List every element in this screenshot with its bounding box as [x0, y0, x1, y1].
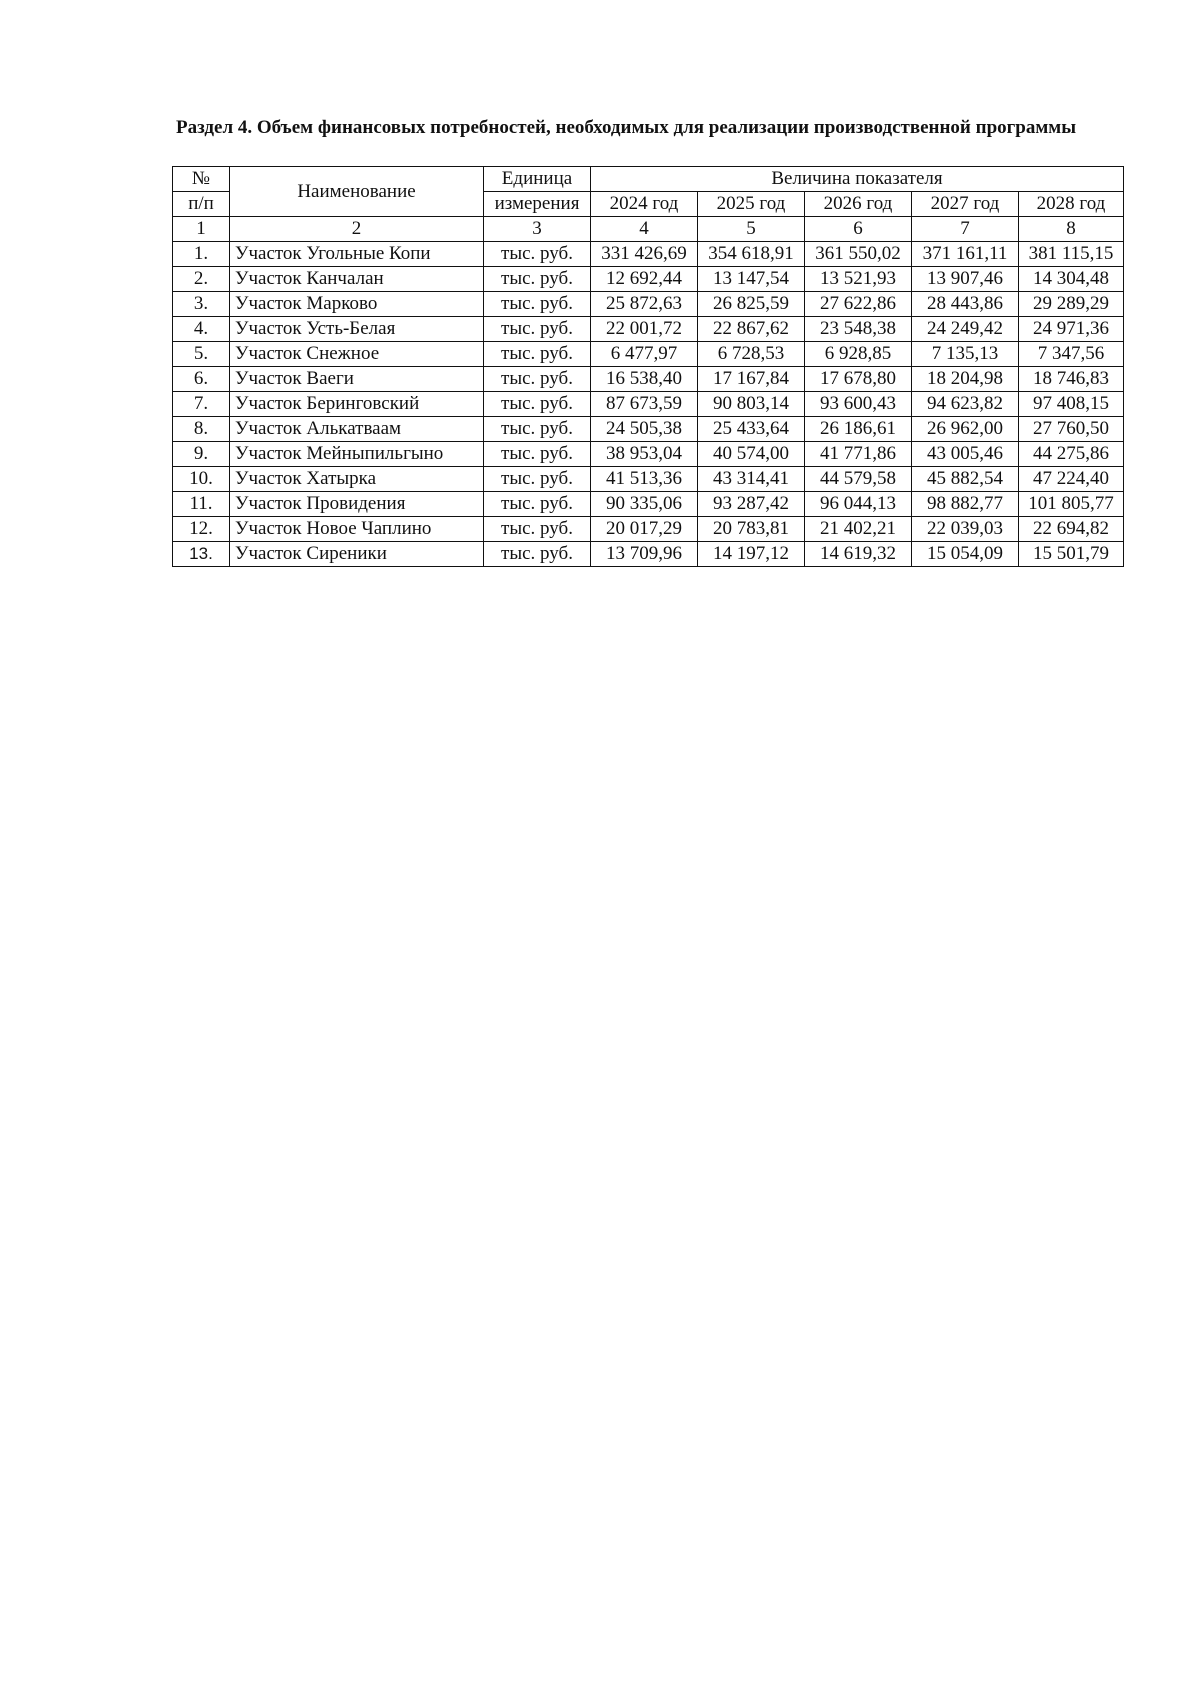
column-index: 8 [1019, 217, 1124, 242]
section-title: Раздел 4. Объем финансовых потребностей, необходимых для реализации производственной программы [176, 117, 1077, 138]
row-name: Участок Усть-Белая [230, 317, 484, 342]
row-value: 15 054,09 [912, 542, 1019, 567]
row-number: 3. [173, 292, 230, 317]
row-value: 7 135,13 [912, 342, 1019, 367]
row-value: 23 548,38 [805, 317, 912, 342]
row-unit: тыс. руб. [484, 267, 591, 292]
row-value: 14 197,12 [698, 542, 805, 567]
row-value: 27 622,86 [805, 292, 912, 317]
row-unit: тыс. руб. [484, 442, 591, 467]
row-number: 2. [173, 267, 230, 292]
table-row [173, 517, 1124, 542]
row-number: 8. [173, 417, 230, 442]
row-number: 5. [173, 342, 230, 367]
table-row [173, 492, 1124, 517]
row-unit: тыс. руб. [484, 542, 591, 567]
row-value: 87 673,59 [591, 392, 698, 417]
column-index: 2 [230, 217, 484, 242]
row-value: 16 538,40 [591, 367, 698, 392]
row-value: 20 017,29 [591, 517, 698, 542]
row-value: 44 275,86 [1019, 442, 1124, 467]
row-name: Участок Марково [230, 292, 484, 317]
row-unit: тыс. руб. [484, 292, 591, 317]
row-value: 98 882,77 [912, 492, 1019, 517]
row-name: Участок Угольные Копи [230, 242, 484, 267]
row-value: 28 443,86 [912, 292, 1019, 317]
row-name: Участок Снежное [230, 342, 484, 367]
row-unit: тыс. руб. [484, 392, 591, 417]
header-year: 2025 год [698, 192, 805, 217]
row-value: 97 408,15 [1019, 392, 1124, 417]
row-value: 22 867,62 [698, 317, 805, 342]
table-row [173, 367, 1124, 392]
table-row [173, 242, 1124, 267]
row-number: 9. [173, 442, 230, 467]
column-index: 6 [805, 217, 912, 242]
row-name: Участок Сиреники [230, 542, 484, 567]
header-name: Наименование [230, 167, 484, 217]
row-value: 24 505,38 [591, 417, 698, 442]
row-value: 93 287,42 [698, 492, 805, 517]
row-unit: тыс. руб. [484, 517, 591, 542]
row-number: 4. [173, 317, 230, 342]
row-value: 41 513,36 [591, 467, 698, 492]
row-value: 17 167,84 [698, 367, 805, 392]
row-unit: тыс. руб. [484, 317, 591, 342]
row-name: Участок Новое Чаплино [230, 517, 484, 542]
row-value: 361 550,02 [805, 242, 912, 267]
row-value: 27 760,50 [1019, 417, 1124, 442]
row-value: 43 314,41 [698, 467, 805, 492]
column-index: 3 [484, 217, 591, 242]
row-unit: тыс. руб. [484, 467, 591, 492]
column-index: 7 [912, 217, 1019, 242]
row-name: Участок Алькатваам [230, 417, 484, 442]
row-value: 354 618,91 [698, 242, 805, 267]
row-value: 25 433,64 [698, 417, 805, 442]
header-unit-line2: измерения [484, 192, 591, 217]
row-value: 14 619,32 [805, 542, 912, 567]
table-row [173, 392, 1124, 417]
row-number: 6. [173, 367, 230, 392]
table-row [173, 342, 1124, 367]
row-value: 26 825,59 [698, 292, 805, 317]
row-value: 381 115,15 [1019, 242, 1124, 267]
row-name: Участок Беринговский [230, 392, 484, 417]
row-value: 12 692,44 [591, 267, 698, 292]
row-value: 22 039,03 [912, 517, 1019, 542]
table-row [173, 542, 1124, 567]
row-value: 371 161,11 [912, 242, 1019, 267]
row-value: 38 953,04 [591, 442, 698, 467]
row-value: 6 928,85 [805, 342, 912, 367]
row-value: 22 001,72 [591, 317, 698, 342]
financial-needs-table [172, 166, 1124, 567]
row-name: Участок Мейныпильгыно [230, 442, 484, 467]
row-number: 7. [173, 392, 230, 417]
row-number: 13. [173, 542, 230, 567]
row-name: Участок Провидения [230, 492, 484, 517]
row-value: 40 574,00 [698, 442, 805, 467]
row-value: 13 709,96 [591, 542, 698, 567]
header-value-group: Величина показателя [591, 167, 1124, 192]
row-value: 47 224,40 [1019, 467, 1124, 492]
row-unit: тыс. руб. [484, 242, 591, 267]
column-index: 4 [591, 217, 698, 242]
row-value: 101 805,77 [1019, 492, 1124, 517]
row-value: 17 678,80 [805, 367, 912, 392]
header-num-line1: № [173, 167, 230, 192]
row-value: 13 147,54 [698, 267, 805, 292]
row-value: 6 477,97 [591, 342, 698, 367]
row-number: 11. [173, 492, 230, 517]
row-value: 18 204,98 [912, 367, 1019, 392]
row-value: 13 907,46 [912, 267, 1019, 292]
row-value: 93 600,43 [805, 392, 912, 417]
row-unit: тыс. руб. [484, 492, 591, 517]
row-value: 6 728,53 [698, 342, 805, 367]
header-num-line2: п/п [173, 192, 230, 217]
table-row [173, 442, 1124, 467]
row-name: Участок Хатырка [230, 467, 484, 492]
row-name: Участок Канчалан [230, 267, 484, 292]
header-year: 2026 год [805, 192, 912, 217]
header-row-1 [173, 167, 1124, 192]
row-value: 96 044,13 [805, 492, 912, 517]
row-value: 90 803,14 [698, 392, 805, 417]
row-value: 45 882,54 [912, 467, 1019, 492]
header-unit-line1: Единица [484, 167, 591, 192]
row-unit: тыс. руб. [484, 417, 591, 442]
header-year: 2027 год [912, 192, 1019, 217]
row-number: 12. [173, 517, 230, 542]
row-unit: тыс. руб. [484, 342, 591, 367]
column-index: 1 [173, 217, 230, 242]
row-value: 24 971,36 [1019, 317, 1124, 342]
row-number: 10. [173, 467, 230, 492]
row-value: 18 746,83 [1019, 367, 1124, 392]
row-value: 20 783,81 [698, 517, 805, 542]
row-value: 90 335,06 [591, 492, 698, 517]
column-index-row [173, 217, 1124, 242]
row-value: 7 347,56 [1019, 342, 1124, 367]
row-name: Участок Ваеги [230, 367, 484, 392]
table-row [173, 292, 1124, 317]
column-index: 5 [698, 217, 805, 242]
row-value: 94 623,82 [912, 392, 1019, 417]
row-value: 29 289,29 [1019, 292, 1124, 317]
table-row [173, 417, 1124, 442]
row-value: 21 402,21 [805, 517, 912, 542]
header-year: 2028 год [1019, 192, 1124, 217]
row-unit: тыс. руб. [484, 367, 591, 392]
row-number: 1. [173, 242, 230, 267]
table-row [173, 467, 1124, 492]
row-value: 25 872,63 [591, 292, 698, 317]
table-row [173, 267, 1124, 292]
row-value: 43 005,46 [912, 442, 1019, 467]
row-value: 22 694,82 [1019, 517, 1124, 542]
row-value: 24 249,42 [912, 317, 1019, 342]
row-value: 14 304,48 [1019, 267, 1124, 292]
row-value: 26 186,61 [805, 417, 912, 442]
header-year: 2024 год [591, 192, 698, 217]
row-value: 44 579,58 [805, 467, 912, 492]
row-value: 13 521,93 [805, 267, 912, 292]
row-value: 26 962,00 [912, 417, 1019, 442]
row-value: 331 426,69 [591, 242, 698, 267]
row-value: 41 771,86 [805, 442, 912, 467]
row-value: 15 501,79 [1019, 542, 1124, 567]
table-row [173, 317, 1124, 342]
